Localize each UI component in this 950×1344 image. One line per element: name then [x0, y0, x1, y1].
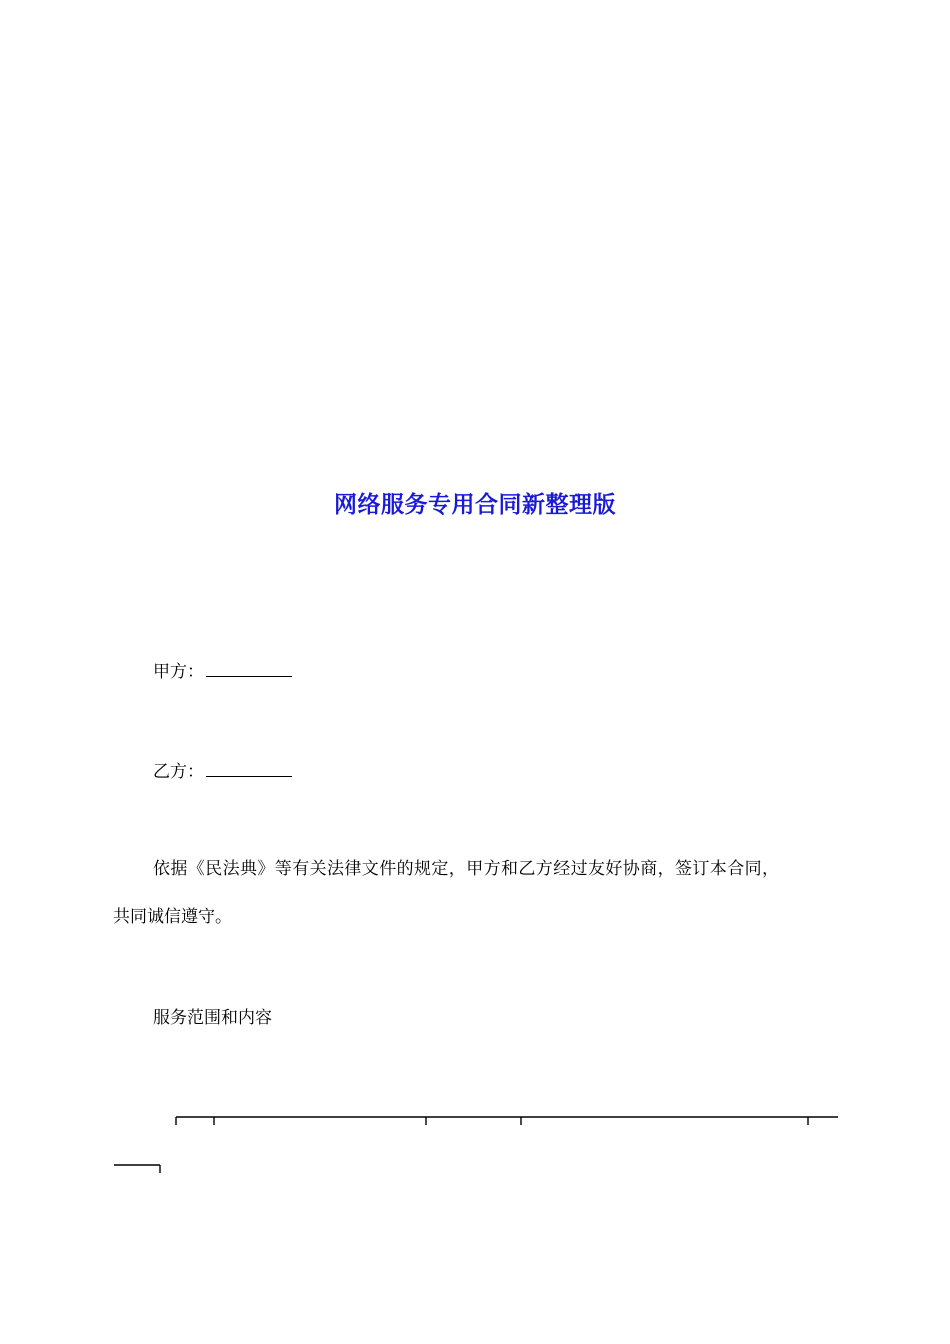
document-title: 网络服务专用合同新整理版 — [334, 491, 616, 518]
section-heading: 服务范围和内容 — [153, 1008, 272, 1028]
party-a-label: 甲方： — [153, 662, 204, 682]
party-b-label: 乙方： — [153, 762, 204, 782]
preamble-line-2: 共同诚信遵守。 — [113, 907, 232, 927]
preamble-line-1: 依据《民法典》等有关法律文件的规定，甲方和乙方经过友好协商，签订本合同， — [153, 859, 780, 879]
